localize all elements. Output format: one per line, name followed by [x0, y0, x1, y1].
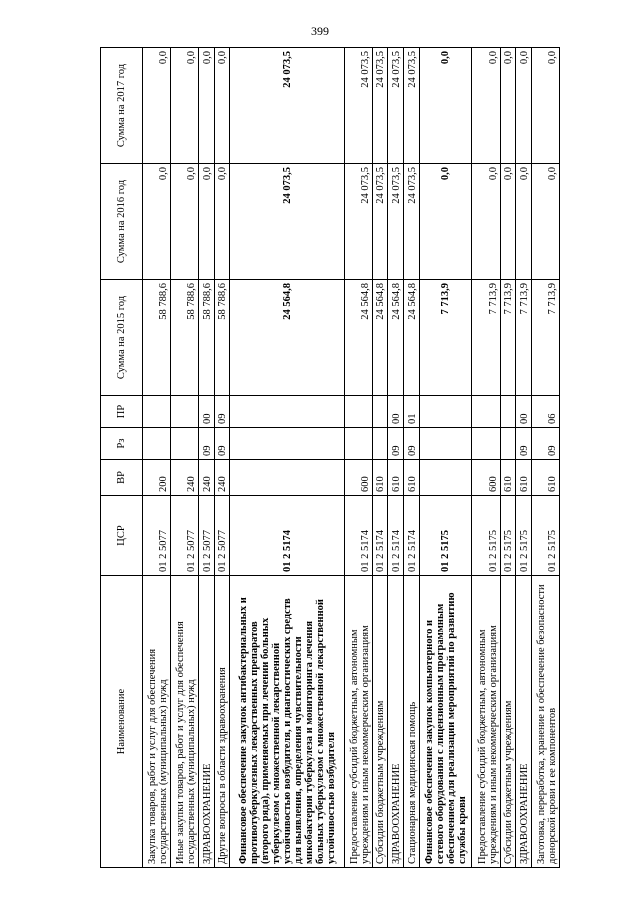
table-header-row [101, 48, 143, 868]
table-row [472, 48, 500, 868]
cell-name: Стационарная медицинская помощь [404, 576, 420, 868]
cell-csr: 01 2 5077 [199, 496, 215, 576]
cell-rz [230, 428, 344, 460]
table-row [214, 48, 230, 868]
cell-vr: 600 [344, 460, 372, 496]
cell-rz: 09 [214, 428, 230, 460]
table-row [143, 48, 171, 868]
cell-2015: 58 788,6 [143, 280, 171, 396]
cell-pr [143, 396, 171, 428]
cell-name: Субсидии бюджетным учреждениям [500, 576, 516, 868]
cell-rz [143, 428, 171, 460]
cell-pr [500, 396, 516, 428]
cell-2016: 24 073,5 [230, 164, 344, 280]
header-2017: Сумма на 2017 год [101, 48, 143, 164]
cell-2016: 0,0 [419, 164, 472, 280]
cell-pr: 01 [404, 396, 420, 428]
cell-2017: 0,0 [419, 48, 472, 164]
cell-2017: 24 073,5 [230, 48, 344, 164]
cell-name: Финансовое обеспечение закупок антибактериальных и противотуберкулезных лекарственных препаратов (второго ряда), применяемых при лечении больных туберкулезом с множественной лекарственной устойчивостью возбудителя, и диагностических средств для выявления, определения чувствительности микобактерии туберкулеза и мониторинга лечения больных туберкулезом с множественной лекарственной устойчивостью возбудителя [230, 576, 344, 868]
cell-2015: 7 713,9 [531, 280, 559, 396]
cell-pr [472, 396, 500, 428]
cell-2016: 0,0 [500, 164, 516, 280]
table-row [171, 48, 199, 868]
cell-csr: 01 2 5175 [500, 496, 516, 576]
cell-2016: 0,0 [472, 164, 500, 280]
cell-csr: 01 2 5174 [372, 496, 388, 576]
cell-pr: 00 [199, 396, 215, 428]
cell-csr: 01 2 5175 [516, 496, 532, 576]
cell-pr: 00 [516, 396, 532, 428]
cell-vr: 200 [143, 460, 171, 496]
cell-2017: 24 073,5 [388, 48, 404, 164]
rotated-table-wrapper [100, 48, 560, 868]
cell-vr [419, 460, 472, 496]
cell-pr: 06 [531, 396, 559, 428]
cell-pr [171, 396, 199, 428]
cell-vr: 610 [388, 460, 404, 496]
cell-2016: 0,0 [199, 164, 215, 280]
cell-2017: 0,0 [516, 48, 532, 164]
cell-vr: 240 [171, 460, 199, 496]
cell-2017: 0,0 [171, 48, 199, 164]
cell-csr: 01 2 5174 [230, 496, 344, 576]
cell-rz: 09 [531, 428, 559, 460]
cell-vr: 240 [199, 460, 215, 496]
cell-2016: 0,0 [516, 164, 532, 280]
cell-csr: 01 2 5175 [472, 496, 500, 576]
cell-name: ЗДРАВООХРАНЕНИЕ [199, 576, 215, 868]
cell-rz [372, 428, 388, 460]
cell-pr: 00 [388, 396, 404, 428]
cell-rz [500, 428, 516, 460]
cell-2015: 7 713,9 [419, 280, 472, 396]
cell-rz: 09 [199, 428, 215, 460]
cell-name: Заготовка, переработка, хранение и обеспечение безопасности донорской крови и ее компонентов [531, 576, 559, 868]
cell-2015: 58 788,6 [214, 280, 230, 396]
cell-name: ЗДРАВООХРАНЕНИЕ [516, 576, 532, 868]
cell-2017: 0,0 [472, 48, 500, 164]
header-pr: ПР [101, 396, 143, 428]
cell-2015: 58 788,6 [171, 280, 199, 396]
table-row [230, 48, 344, 868]
cell-pr [372, 396, 388, 428]
cell-2017: 0,0 [214, 48, 230, 164]
cell-2015: 24 564,8 [372, 280, 388, 396]
cell-2015: 24 564,8 [344, 280, 372, 396]
header-2016: Сумма на 2016 год [101, 164, 143, 280]
cell-pr [344, 396, 372, 428]
cell-2017: 0,0 [500, 48, 516, 164]
cell-2015: 24 564,8 [404, 280, 420, 396]
cell-2016: 24 073,5 [372, 164, 388, 280]
table-row [531, 48, 559, 868]
cell-name: Предоставление субсидий бюджетным, автономным учреждениям и иным некоммерческим организациям [472, 576, 500, 868]
cell-2016: 0,0 [531, 164, 559, 280]
cell-name: Предоставление субсидий бюджетным, автономным учреждениям и иным некоммерческим организациям [344, 576, 372, 868]
cell-vr [230, 460, 344, 496]
cell-vr: 610 [372, 460, 388, 496]
table-body [143, 48, 560, 868]
cell-name: Субсидии бюджетным учреждениям [372, 576, 388, 868]
cell-name: Другие вопросы в области здравоохранения [214, 576, 230, 868]
cell-2017: 0,0 [531, 48, 559, 164]
header-name: Наименование [101, 576, 143, 868]
table-row [516, 48, 532, 868]
cell-vr: 610 [404, 460, 420, 496]
cell-csr: 01 2 5077 [171, 496, 199, 576]
cell-pr: 09 [214, 396, 230, 428]
header-vr: ВР [101, 460, 143, 496]
cell-2017: 0,0 [199, 48, 215, 164]
cell-rz [344, 428, 372, 460]
header-rz: Рз [101, 428, 143, 460]
cell-name: Иные закупки товаров, работ и услуг для обеспечения государственных (муниципальных) нужд [171, 576, 199, 868]
cell-rz: 09 [404, 428, 420, 460]
table-row [199, 48, 215, 868]
cell-2015: 24 564,8 [230, 280, 344, 396]
cell-2017: 24 073,5 [372, 48, 388, 164]
page-number: 399 [311, 24, 329, 38]
budget-table [100, 47, 560, 868]
cell-pr [230, 396, 344, 428]
cell-vr: 610 [531, 460, 559, 496]
cell-rz [472, 428, 500, 460]
cell-2015: 24 564,8 [388, 280, 404, 396]
table-row [404, 48, 420, 868]
cell-csr: 01 2 5077 [143, 496, 171, 576]
cell-pr [419, 396, 472, 428]
cell-rz [419, 428, 472, 460]
cell-csr: 01 2 5175 [419, 496, 472, 576]
cell-2015: 58 788,6 [199, 280, 215, 396]
cell-csr: 01 2 5077 [214, 496, 230, 576]
cell-2016: 24 073,5 [388, 164, 404, 280]
header-csr: ЦСР [101, 496, 143, 576]
table-row [344, 48, 372, 868]
cell-2015: 7 713,9 [500, 280, 516, 396]
table-row [388, 48, 404, 868]
cell-rz: 09 [388, 428, 404, 460]
cell-2015: 7 713,9 [516, 280, 532, 396]
cell-name: ЗДРАВООХРАНЕНИЕ [388, 576, 404, 868]
cell-2017: 24 073,5 [404, 48, 420, 164]
cell-2015: 7 713,9 [472, 280, 500, 396]
cell-2016: 0,0 [143, 164, 171, 280]
cell-2016: 24 073,5 [344, 164, 372, 280]
cell-2017: 0,0 [143, 48, 171, 164]
cell-vr: 610 [516, 460, 532, 496]
cell-csr: 01 2 5174 [344, 496, 372, 576]
cell-name: Закупка товаров, работ и услуг для обеспечения государственных (муниципальных) нужд [143, 576, 171, 868]
cell-vr: 610 [500, 460, 516, 496]
cell-2016: 24 073,5 [404, 164, 420, 280]
table-row [419, 48, 472, 868]
cell-2017: 24 073,5 [344, 48, 372, 164]
cell-csr: 01 2 5174 [388, 496, 404, 576]
cell-2016: 0,0 [171, 164, 199, 280]
cell-csr: 01 2 5175 [531, 496, 559, 576]
cell-name: Финансовое обеспечение закупок компьютерного и сетевого оборудования с лицензионным программным обеспечением для реализации мероприятий по развитию службы крови [419, 576, 472, 868]
table-row [372, 48, 388, 868]
cell-rz: 09 [516, 428, 532, 460]
cell-csr: 01 2 5174 [404, 496, 420, 576]
header-2015: Сумма на 2015 год [101, 280, 143, 396]
cell-vr: 600 [472, 460, 500, 496]
cell-vr: 240 [214, 460, 230, 496]
cell-2016: 0,0 [214, 164, 230, 280]
cell-rz [171, 428, 199, 460]
table-row [500, 48, 516, 868]
